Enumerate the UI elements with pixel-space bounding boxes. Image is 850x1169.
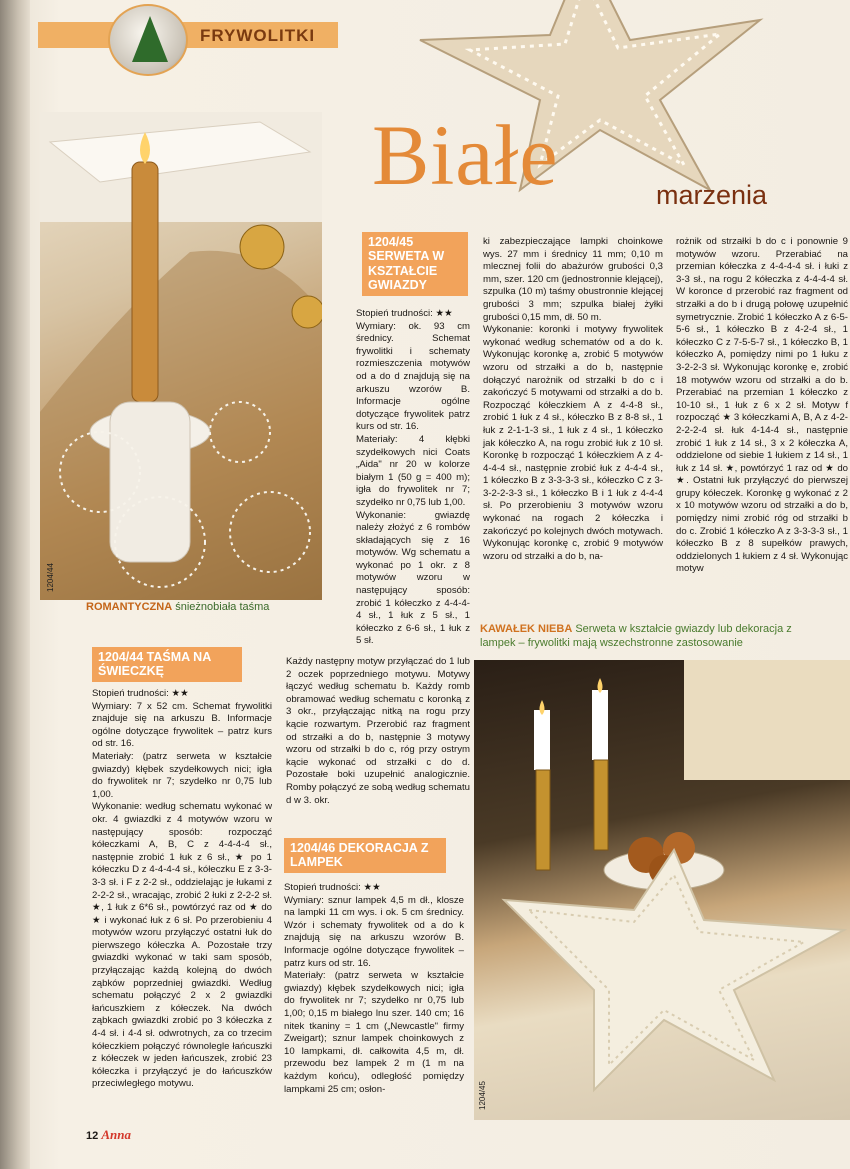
photo2-caption-lead: KAWAŁEK NIEBA	[480, 623, 573, 635]
doily-illustration	[474, 660, 850, 1120]
project-45-text-col1: Stopień trudności: ★★ Wymiary: ok. 93 cm średnicy. Schemat frywolitki i schematy rozmieszczenia motywów od a do d znajdują się na arkuszu wzorów B. Informacje ogólne dotyczące frywolitek patrz kurs od str. 16. Materiały: 4 kłębki szydełkowych nici Coats „Aida" nr 20 w kolorze białym 1 (50 g = 400 m); igła do frywolitek nr 7; szydełko nr 0,75 lub 1,00. Wykonanie: gwiazdę należy złożyć z 6 rombów składających się z 16 motywów. Wg schematu a wykonać po 1 okr. z 8 motywów wzoru w następujący sposób: zrobić 1 kółeczko z 4-4-4-4 sł., 1 łuk z 5 sł., 1 kółeczko z 6-6 sł., 1 łuk z 5 sł.	[356, 308, 470, 647]
page-spine	[0, 0, 30, 1169]
section-label: FRYWOLITKI	[200, 26, 316, 45]
candle-illustration	[40, 112, 322, 600]
christmas-ornament-icon	[108, 4, 188, 76]
project-45-heading: 1204/45 SERWETA W KSZTAŁCIE GWIAZDY	[362, 232, 468, 296]
photo-candle-lace	[40, 112, 322, 600]
photo1-code: 1204/44	[46, 563, 55, 592]
project-45-text-col3: ki zabezpieczające lampki choinkowe wys. 27 mm i średnicy 11 mm; 0,10 m mlecznej folii do abażurów grubości 0,3 mm, szer. 120 cm (jednostronnie klejącej), szpulka (10 m) taśmy obustronnie klejącej grubości 3 mm; szpulka białej żyłki grubości 0,15 mm, dł. 50 m. Wykonanie: koronki i motywy frywolitek wykonać według schematów od a do k. Wykonując koronkę a, zrobić 5 motywów wzoru od strzałki a do b, następnie dołączyć narożnik od strzałki b do c i zakończyć 5 motywami od strzałki a do b. Rozpocząć kółeczkiem A z 4-4-8 sł., zrobić 1 łuk z 4 sł., kółeczko B z 8-8 sł., 1 łuk z 2-1-1-3 sł., 1 łuk z 4 sł., 1 kółeczko jak kółeczko A, na rogu zrobić łuk z 10 sł. Koronkę b rozpocząć 1 kółeczkiem A z 4-4-4-4 sł., następnie zrobić łuk z 4-4-4 sł., 1 kółeczko B z 3-3-3-3 sł., kółeczko C z 3-3-2-2-3-3 sł., 1 kółeczko B i 1 łuk z 4-4-4 sł. Po przerobieniu 3 motywów wzoru wykonać na rogach 2 kółeczka i zakończyć po kolejnych dwóch motywach. Wykonując koronkę c, zrobić 9 motywów wzoru od strzałki a do b, na-	[483, 236, 663, 562]
photo-star-doily	[474, 660, 850, 1120]
project-46-text: Stopień trudności: ★★ Wymiary: sznur lampek 4,5 m dł., klosze na lampki 11 cm wys. i ok. 5 cm średnicy. Wzór i schematy frywolitek od a do k znajdują się na arkuszu wzorów B. Informacje ogólne dotyczące frywolitek – patrz kurs od str. 16. Materiały: (patrz serweta w kształcie gwiazdy) kłębek szydełkowych nici; igła do frywolitek nr 7; szydełko nr 0,75 lub 1,00; 0,15 m białego lnu szer. 140 cm; 16 nitek tkaniny = 1 cm („Newcastle" firmy Zweigart); sznur lampek choinkowych z 10 lampkami, dł. całkowita 4,5 m, dł. przewodu bez lampek 2 m (1 m na każdym końcu), odległość pomiędzy lampkami 25 cm; osłon-	[284, 882, 464, 1095]
magazine-brand: Anna	[101, 1127, 131, 1142]
photo1-caption-text: śnieżnobiała taśma	[175, 601, 270, 613]
article-subtitle: marzenia	[656, 180, 768, 210]
page-footer	[86, 1127, 131, 1143]
photo1-caption-lead: ROMANTYCZNA	[86, 601, 173, 613]
article-title: Białe	[372, 107, 559, 203]
photo2-code: 1204/45	[478, 1081, 487, 1110]
project-44-heading: 1204/44 TAŚMA NA ŚWIECZKĘ	[92, 647, 242, 682]
christmas-tree-icon	[132, 16, 168, 62]
project-46-heading: 1204/46 DEKORACJA Z LAMPEK	[284, 838, 446, 873]
page-number: 12	[86, 1130, 99, 1142]
project-45-text-col2: Każdy następny motyw przyłączać do 1 lub 2 oczek poprzedniego motywu. Motywy łączyć według schematu b. Każdy romb obramować według schematu c koronką z 3 okr., przyłączając nitką na rogu przy kącie rozwartym. Przerobić raz fragment od strzałki a do b, następnie 3 motywy wzoru od strzałki b do c, róg przy ostrym kącie wykonać od strzałki c do d. Pozostałe boki uzupełnić analogicznie. Romby połączyć ze sobą według schematu d w 3. okr.	[286, 656, 470, 806]
project-44-text: Stopień trudności: ★★ Wymiary: 7 x 52 cm. Schemat frywolitki znajduje się na arkuszu B. Informacje ogólne dotyczące frywolitek – patrz kurs od str. 16. Materiały: (patrz serweta w kształcie gwiazdy) kłębek szydełkowych nici; igła do frywolitek nr 7; szydełko nr 0,75 lub 1,00. Wykonanie: według schematu wykonać w okr. 4 gwiazdki z 4 motywów wzoru w następujący sposób: rozpocząć kółeczkami A, B, C z 4-4-4-4 sł., następnie zrobić 1 łuk z 6 sł., ★ po 1 kółeczku D z 4-4-4-4 sł., kółeczku E z 3-3-3-3 sł. i F z 2-2 sł., oddzielając je łukami z 2-2-2 sł., wracając, zrobić 2 łuki z 2-2-2 sł. ★, 1 łuk z 6*6 sł., powtórzyć raz od ★ do ★ i wykonać łuk z 6 sł. Po przerobieniu 4 motywów wzoru przyłączyć ostatni łuk do pierwszego kółeczka A. Pozostałe trzy gwiazdki wykonać w taki sam sposób, przyłączając każdą kolejną do dwóch ząbków poprzedniej gwiazdki. Według schematu połączyć 2 x 2 gwiazdki łańcuszkiem z kółeczek. Na dwóch ząbkach gwiazdki zrobić po 3 kółeczka z 4-4 sł. i 4-4 sł. odwrotnych, za co trzecim kółeczkiem połączyć równolegle łańcuszki z kółeczek w jeden łańcuszek, zrobić 23 kółeczka i przyłączyć je do łańcuszków przeciwległego motywu.	[92, 688, 272, 1090]
project-45-text-col4: rożnik od strzałki b do c i ponownie 9 motywów wzoru. Przerabiać na przemian kółeczka z 4-4-4-4 sł. i łuki z 3-3 sł., na rogu 2 kółeczka z 4-4-4-4 sł. W koronce d przerobić raz fragment od strzałki a do b i drugą połowę uzupełnić symetrycznie. Zrobić 1 kółeczko A z 6-5-5-6 sł., 1 kółeczko B z 4-2-4 sł., 1 kółeczko C z 7-5-5-7 sł., 1 kółeczko B, 1 kółeczko A, pomiędzy nimi po 1 łuku z 3-2-2-3 sł. Wykonując koronkę e, zrobić 18 motywów wzoru od strzałki a do b. Przerabiać na przemian 1 kółeczko z 10-10 sł., 1 łuk z 6 x 2 sł. Motyw f rozpocząć ★ 3 kółeczkami A, B, A z 4-2-2-2-2-4 sł. łuk 4-14-4 sł., następnie zrobić 1 łuk z 14 sł., 3 x 2 kółeczka A, oddzielone od siebie 1 łukiem z 14 sł., 1 łuk z 14 sł. ★, powtórzyć 1 raz od ★ do ★. Ostatni łuk przyłączyć do pierwszej grupy kółeczek. Koronkę g wykonać z 2 x 10 motywów wzoru od strzałki a do b, pomiędzy nimi zrobić róg od strzałki b do c. Zrobić 1 kółeczko A z 3-3-3-3 sł., 1 kółeczko B z 8 supełków prawych, oddzielonych 1 łukiem z 4 sł. Wykonując motyw	[676, 236, 848, 575]
photo2-caption-text: Serweta w kształcie gwiazdy lub dekoracja z lampek – frywolitki mają wszechstronne zastosowanie	[480, 623, 792, 650]
photo2-caption	[480, 622, 830, 651]
photo1-caption	[86, 601, 269, 613]
